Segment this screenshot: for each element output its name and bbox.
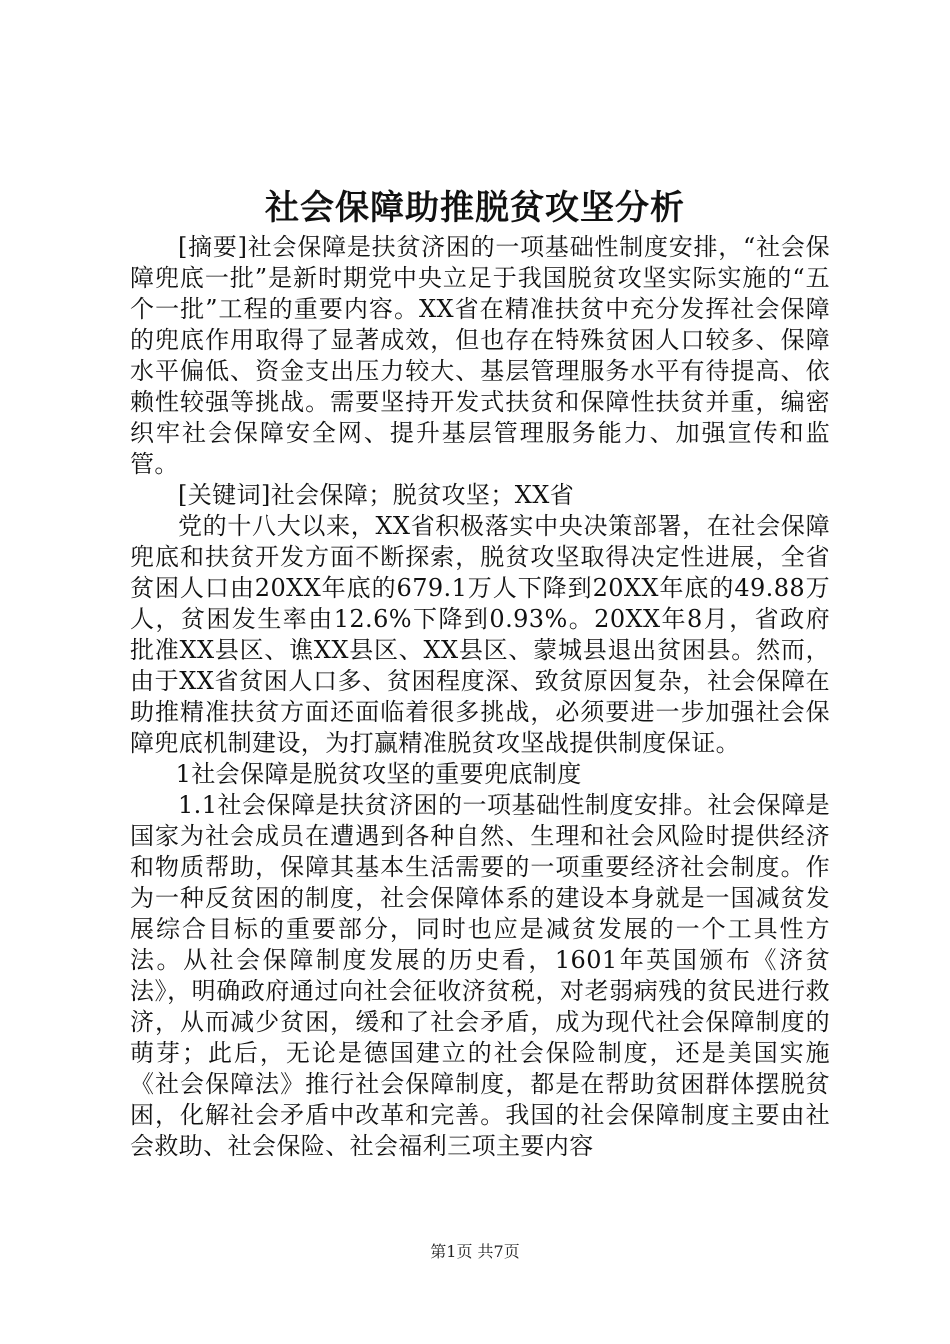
document-body: [130, 232, 830, 1162]
document-title: 社会保障助推脱贫攻坚分析: [265, 188, 685, 228]
keywords-paragraph: [关键词]社会保障；脱贫攻坚；XX省: [178, 481, 575, 509]
page-footer: 第1页 共7页: [430, 1242, 520, 1261]
section-heading: 1社会保障是脱贫攻坚的重要兜底制度: [175, 760, 582, 788]
section-paragraph: 1.1社会保障是扶贫济困的一项基础性制度安排。社会保障是国家为社会成员在遭遇到各种自然、生理和社会风险时提供经济和物质帮助，保障其基本生活需要的一项重要经济社会制度。作为一种反贫困的制度，社会保障体系的建设本身就是一国减贫发展综合目标的重要部分，同时也应是减贫发展的一个工具性方法。从社会保障制度发展的历史看，1601年英国颁布《济贫法》，明确政府通过向社会征收济贫税，对老弱病残的贫民进行救济，从而减少贫困，缓和了社会矛盾，成为现代社会保障制度的萌芽；此后，无论是德国建立的社会保险制度，还是美国实施《社会保障法》推行社会保障制度，都是在帮助贫困群体摆脱贫困，化解社会矛盾中改革和完善。我国的社会保障制度主要由社会救助、社会保险、社会福利三项主要内容: [130, 791, 830, 1160]
abstract-paragraph: [摘要]社会保障是扶贫济困的一项基础性制度安排，“社会保障兜底一批”是新时期党中央立足于我国脱贫攻坚实际实施的“五个一批”工程的重要内容。XX省在精准扶贫中充分发挥社会保障的兜底作用取得了显著成效，但也存在特殊贫困人口较多、保障水平偏低、资金支出压力较大、基层管理服务水平有待提高、依赖性较强等挑战。需要坚持开发式扶贫和保障性扶贫并重，编密织牢社会保障安全网、提升基层管理服务能力、加强宣传和监管。: [130, 233, 830, 478]
intro-paragraph: 党的十八大以来，XX省积极落实中央决策部署，在社会保障兜底和扶贫开发方面不断探索，脱贫攻坚取得决定性进展，全省贫困人口由20XX年底的679.1万人下降到20XX年底的49.88万人，贫困发生率由12.6%下降到0.93%。20XX年8月，省政府批准XX县区、谯XX县区、XX县区、蒙城县退出贫困县。然而，由于XX省贫困人口多、贫困程度深、致贫原因复杂，社会保障在助推精准扶贫方面还面临着很多挑战，必须要进一步加强社会保障兜底机制建设，为打赢精准脱贫攻坚战提供制度保证。: [130, 512, 830, 757]
